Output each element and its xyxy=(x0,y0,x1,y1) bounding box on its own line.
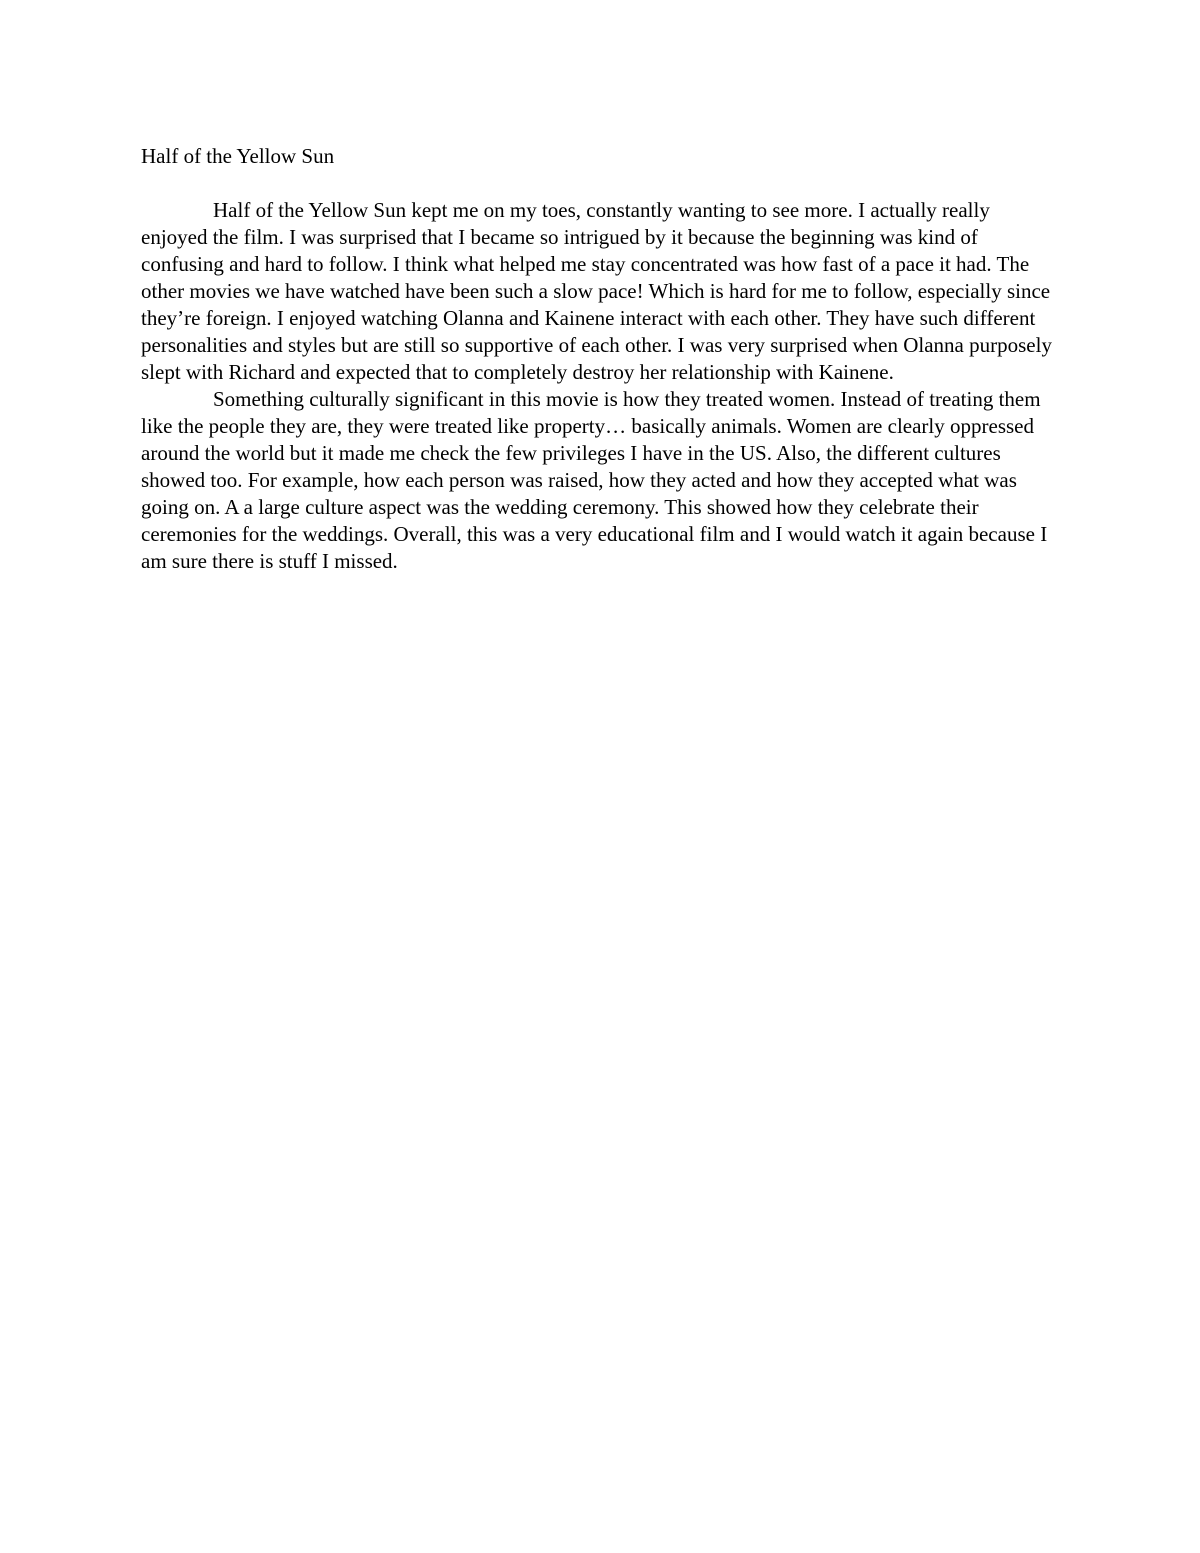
paragraph-2: Something culturally significant in this movie is how they treated women. Instead of treating them like the people they are, they were treated like property… basically animals. Women are clearly oppressed around the world but it made me check the few privileges I have in the US. Also, the different cultures showed too. For example, how each person was raised, how they acted and how they accepted what was going on. A a large culture aspect was the wedding ceremony. This showed how they celebrate their ceremonies for the weddings. Overall, this was a very educational film and I would watch it again because I am sure there is stuff I missed. xyxy=(141,387,1048,573)
blank-line xyxy=(141,170,1059,197)
paragraph-1: Half of the Yellow Sun kept me on my toes, constantly wanting to see more. I actually really enjoyed the film. I was surprised that I became so intrigued by it because the beginning was kind of confusing and hard to follow. I think what helped me stay concentrated was how fast of a pace it had. The other movies we have watched have been such a slow pace! Which is hard for me to follow, especially since they’re foreign. I enjoyed watching Olanna and Kainene interact with each other. They have such different personalities and styles but are still so supportive of each other. I was very surprised when Olanna purposely slept with Richard and expected that to completely destroy her relationship with Kainene. xyxy=(141,198,1052,384)
document-title: Half of the Yellow Sun xyxy=(141,144,335,168)
document-body xyxy=(141,143,1059,575)
